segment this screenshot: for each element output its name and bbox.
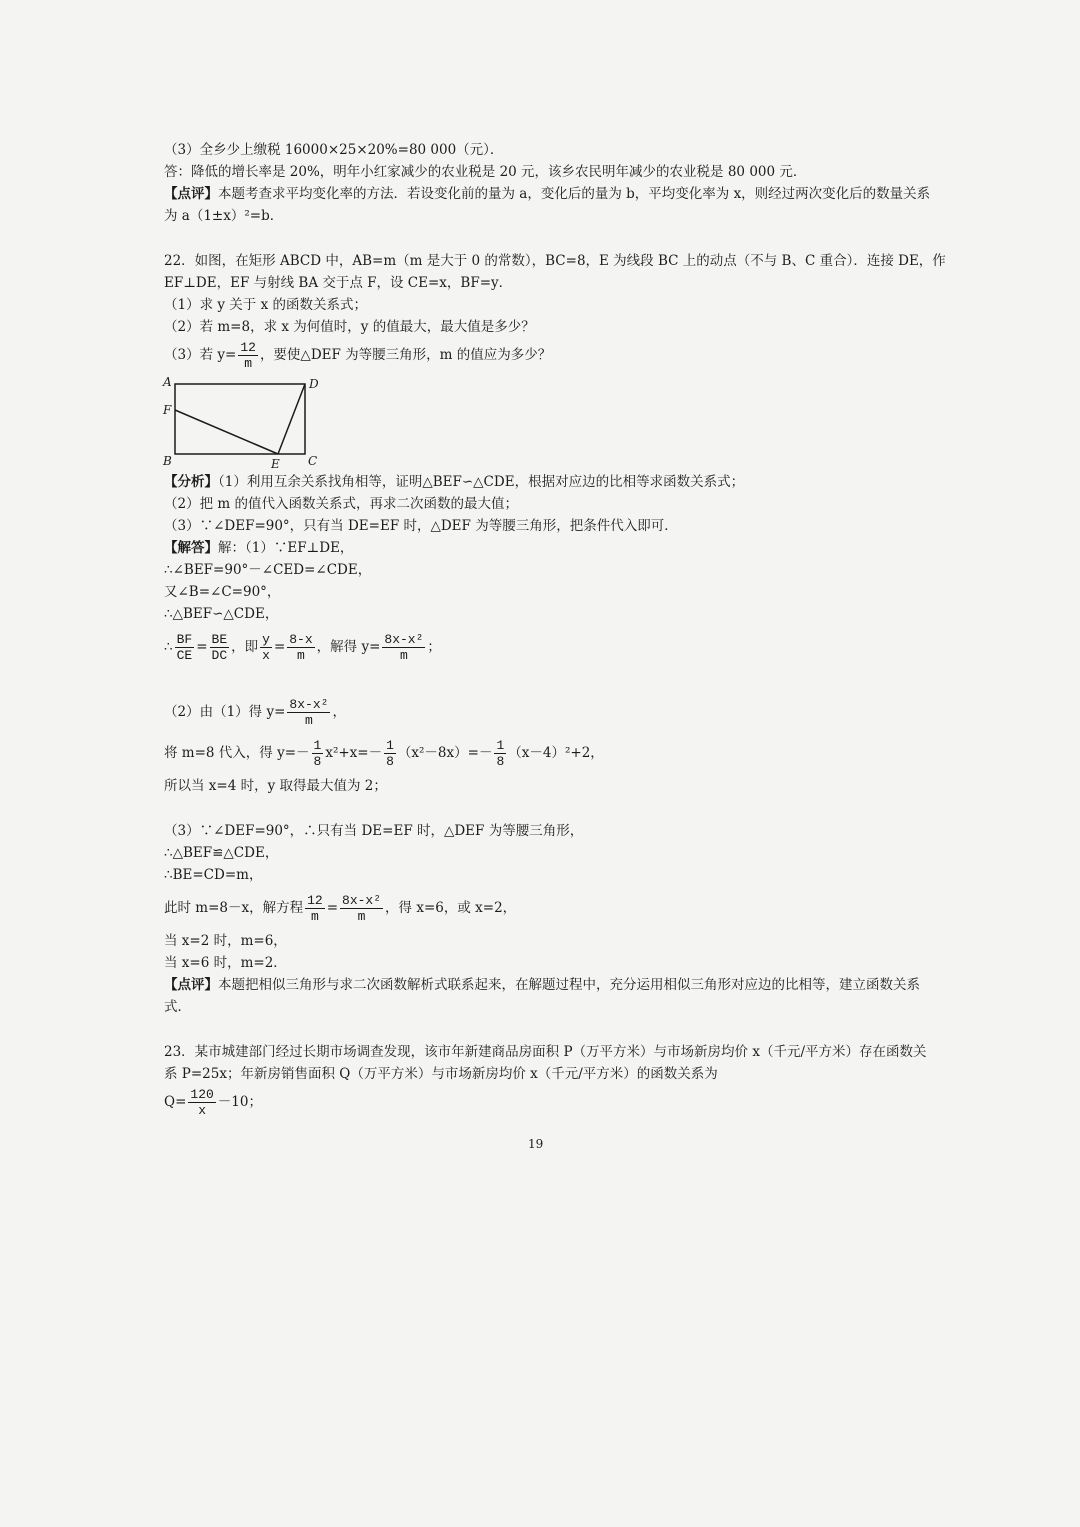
- analysis-line: （2）把 m 的值代入函数关系式，再求二次函数的最大值；: [164, 496, 518, 512]
- fraction: $\frac{1}{8}$: [496, 738, 505, 769]
- solution-line: （2）由（1）得 y= $\frac{\text{8x-x²}}{m}$ ，: [164, 697, 346, 728]
- solution-line: 将 m=8 代入，得 y=－ $\frac{1}{8}$ x²+x=－ $\frac{1}{8}$ （x²－8x）=－ $\frac{1}{8}$ （x－4）²+2，: [164, 738, 604, 769]
- solution-line: 当 x=2 时，m=6，: [164, 933, 287, 949]
- segment-de: [278, 384, 305, 454]
- solution-line: 所以当 x=4 时，y 取得最大值为 2；: [164, 778, 387, 794]
- label-a: A: [163, 375, 172, 389]
- page-number: 19: [528, 1137, 544, 1151]
- solution-line: 又∠B=∠C=90°，: [164, 584, 281, 600]
- question-22-line: （3）若 y= $\frac{12}{m}$ ，要使△DEF 为等腰三角形，m 的值应为多少？: [164, 340, 552, 371]
- label-c: C: [308, 454, 318, 468]
- segment-ef: [175, 410, 278, 454]
- fraction: $\frac{\text{8x-x²}}{m}$: [342, 893, 382, 924]
- fraction: $\frac{8-x}{m}$: [289, 632, 313, 663]
- text-line: 【点评】本题考查求平均变化率的方法．若设变化前的量为 a，变化后的量为 b，平均变化率为 x，则经过两次变化后的数量关系: [164, 186, 931, 202]
- fraction: $\frac{12}{m}$: [240, 340, 256, 371]
- question-23-line: Q= $\frac{120}{x}$ －10；: [164, 1087, 262, 1118]
- label-d: D: [309, 377, 319, 391]
- label-e: E: [271, 457, 280, 470]
- fraction: $\frac{BF}{CE}$: [176, 632, 193, 663]
- comment-line: 【点评】本题把相似三角形与求二次函数解析式联系起来，在解题过程中，充分运用相似三角形对应边的比相等，建立函数关系: [164, 977, 920, 993]
- solution-line: （3）∵∠DEF=90°，∴只有当 DE=EF 时，△DEF 为等腰三角形，: [164, 823, 584, 839]
- label-f: F: [163, 403, 172, 417]
- label-b: B: [163, 454, 172, 468]
- fraction: $\frac{1}{8}$: [313, 738, 322, 769]
- solution-line: ∴BE=CD=m，: [164, 867, 263, 883]
- solution-line: ∴△BEF≌△CDE，: [164, 845, 279, 861]
- question-22-line: （1）求 y 关于 x 的函数关系式；: [164, 297, 367, 313]
- comment-line: 式．: [164, 999, 191, 1015]
- rectangle-diagram: [160, 374, 330, 470]
- fraction: $\frac{\text{8x-x²}}{m}$: [289, 697, 329, 728]
- solution-line: ∴△BEF∽△CDE，: [164, 606, 279, 622]
- analysis-line: （3）∵∠DEF=90°，只有当 DE=EF 时，△DEF 为等腰三角形，把条件代入即可．: [164, 518, 678, 534]
- solution-line: ∴∠BEF=90°－∠CED=∠CDE，: [164, 562, 372, 578]
- fraction: $\frac{120}{x}$: [190, 1087, 214, 1118]
- question-22-line: （2）若 m=8，求 x 为何值时，y 的值最大，最大值是多少？: [164, 319, 535, 335]
- text-line: （3）全乡少上缴税 16000×25×20%=80 000（元）．: [164, 142, 504, 158]
- question-22-line: 22．如图，在矩形 ABCD 中，AB=m（m 是大于 0 的常数），BC=8，E 为线段 BC 上的动点（不与 B、C 重合）．连接 DE，作: [164, 253, 946, 269]
- question-23-line: 23．某市城建部门经过长期市场调查发现，该市年新建商品房面积 P（万平方米）与市场新房均价 x（千元/平方米）存在函数关: [164, 1044, 927, 1060]
- solution-line: 此时 m=8－x，解方程 $\frac{12}{m}$ = $\frac{\text{8x-x²}}{m}$ ，得 x=6，或 x=2，: [164, 893, 517, 924]
- solution-line: ∴ $\frac{BF}{CE}$ = $\frac{BE}{DC}$ ，即 $\frac{y}{x}$ = $\frac{8-x}{m}$ ，解得 y= $\frac{\text{8x-x²}}{m}$ ；: [164, 632, 441, 663]
- fraction: $\frac{y}{x}$: [262, 632, 270, 663]
- question-22-line: EF⊥DE，EF 与射线 BA 交于点 F，设 CE=x，BF=y．: [164, 275, 513, 291]
- text-line: 为 a（1±x）²=b．: [164, 208, 284, 224]
- text-line: 答：降低的增长率是 20%，明年小红家减少的农业税是 20 元，该乡农民明年减少的农业税是 80 000 元．: [164, 164, 807, 180]
- fraction: $\frac{12}{m}$: [307, 893, 323, 924]
- question-23-line: 系 P=25x；年新房销售面积 Q（万平方米）与市场新房均价 x（千元/平方米）的函数关系为: [164, 1066, 718, 1082]
- fraction: $\frac{\text{8x-x²}}{m}$: [384, 632, 424, 663]
- fraction: $\frac{BE}{DC}$: [211, 632, 228, 663]
- solution-line: 当 x=6 时，m=2．: [164, 955, 287, 971]
- solution-line: 【解答】解：（1）∵EF⊥DE，: [164, 540, 354, 556]
- fraction: $\frac{1}{8}$: [386, 738, 394, 769]
- analysis-line: 【分析】（1）利用互余关系找角相等，证明△BEF∽△CDE，根据对应边的比相等求函数关系式；: [164, 474, 745, 490]
